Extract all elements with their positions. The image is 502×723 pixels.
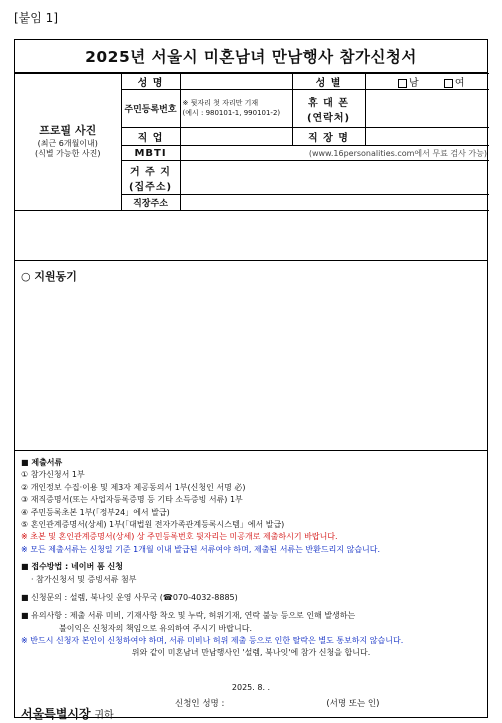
inquiry-line: ■ 신청문의 : 설렘, 북나잇 운영 사무국 (☎070-4032-8885) <box>21 592 238 602</box>
form-title: 2025년 서울시 미혼남녀 만남행사 참가신청서 <box>15 40 487 73</box>
phone-label <box>292 90 365 128</box>
addressee-suffix: 귀하 <box>94 710 114 721</box>
phone-label-line1: 휴 대 폰 <box>308 97 349 109</box>
mbti-label: MBTI <box>121 146 180 161</box>
submission-item: ① 참가신청서 1부 <box>21 470 85 480</box>
method-detail: · 참가신청서 및 증빙서류 첨부 <box>31 574 137 584</box>
submission-item: ③ 재직증명서(또는 사업자등록증명 등 기타 소득증빙 서류) 1부 <box>21 495 243 505</box>
job-field[interactable] <box>180 128 292 146</box>
name-label: 성 명 <box>121 74 180 90</box>
mbti-hint: (www.16personalities.com에서 무료 검사 가능) <box>308 148 487 158</box>
submission-info <box>21 457 481 660</box>
applicant-info-table <box>15 73 489 211</box>
statement: 위와 같이 미혼남녀 만남행사인 '설렘, 북나잇'에 참가 신청을 합니다. <box>131 648 371 658</box>
profile-photo-area[interactable] <box>15 74 121 211</box>
submission-item: ② 개인정보 수집·이용 및 제3자 제공동의서 1부(신청인 서명 必) <box>21 482 246 492</box>
signature-row <box>175 697 379 709</box>
work-address-field[interactable] <box>180 195 489 211</box>
workplace-label: 직 장 명 <box>292 128 365 146</box>
workplace-field[interactable] <box>365 128 489 146</box>
address-field[interactable] <box>180 161 489 195</box>
caution-line-2: 불이익은 신청자의 책임으로 유의하여 주시기 바랍니다. <box>59 623 252 633</box>
submission-heading: ■ 제출서류 <box>21 458 63 467</box>
attachment-label: [붙임 1] <box>14 11 58 25</box>
warning-note: ※ 반드시 신청자 본인이 신청하여야 하며, 서류 미비나 허위 제출 등으로 인한 탈락은 별도 통보하지 않습니다. <box>21 636 404 646</box>
photo-label: 프로필 사진 <box>39 123 97 137</box>
rrn-hint-2: (예시 : 980101-1, 990101-2) <box>182 108 281 117</box>
gender-female-checkbox[interactable] <box>444 79 453 88</box>
job-label: 직 업 <box>121 128 180 146</box>
method-heading: ■ 접수방법 : 네이버 폼 신청 <box>21 562 123 572</box>
work-address-label: 직장주소 <box>121 195 180 211</box>
gender-male-checkbox[interactable] <box>398 79 407 88</box>
photo-note-identifiable: (식별 가능한 사진) <box>35 149 101 159</box>
motive-section[interactable] <box>15 260 487 451</box>
phone-field[interactable] <box>365 90 489 128</box>
addressee <box>21 705 114 722</box>
submission-item: ④ 주민등록초본 1부(「정부24」에서 발급) <box>21 507 170 517</box>
rrn-field[interactable] <box>180 90 292 128</box>
submission-item: ⑤ 혼인관계증명서(상세) 1부(「대법원 전자가족관계등록시스템」에서 발급) <box>21 519 285 529</box>
phone-label-line2: (연락처) <box>306 112 351 124</box>
sign-note: (서명 또는 인) <box>326 699 380 709</box>
address-label-line2: (집주소) <box>128 181 173 193</box>
applicant-label: 신청인 성명 : <box>175 699 225 709</box>
rrn-label: 주민등록번호 <box>121 90 180 128</box>
gender-options <box>365 74 489 90</box>
gender-male-label: 남 <box>408 78 419 89</box>
application-date: 2025. 8. . <box>231 683 271 692</box>
addressee-name: 서울특별시장 <box>21 707 91 721</box>
caution-line-1: ■ 유의사항 : 제출 서류 미비, 기재사항 착오 및 누락, 허위기재, 연락 불능 등으로 인해 발생하는 <box>21 611 356 621</box>
mbti-field[interactable] <box>180 146 489 161</box>
rrn-hint-1: ※ 뒷자리 첫 자리만 기재 <box>182 99 259 108</box>
address-label <box>121 161 180 195</box>
application-form <box>14 39 488 721</box>
submission-note-red: ※ 초본 및 혼인관계증명서(상세) 상 주민등록번호 뒷자리는 미공개로 제출하시기 바랍니다. <box>21 532 338 542</box>
name-field[interactable] <box>180 74 292 90</box>
address-label-line1: 거 주 지 <box>130 166 171 178</box>
submission-note-blue: ※ 모든 제출서류는 신청일 기준 1개월 이내 발급된 서류여야 하며, 제출된 서류는 반환드리지 않습니다. <box>21 544 381 554</box>
gender-label: 성 별 <box>292 74 365 90</box>
gender-female-label: 여 <box>454 78 465 89</box>
motive-label: ○ 지원동기 <box>21 270 77 283</box>
photo-note-recent: (최근 6개월이내) <box>37 138 98 148</box>
